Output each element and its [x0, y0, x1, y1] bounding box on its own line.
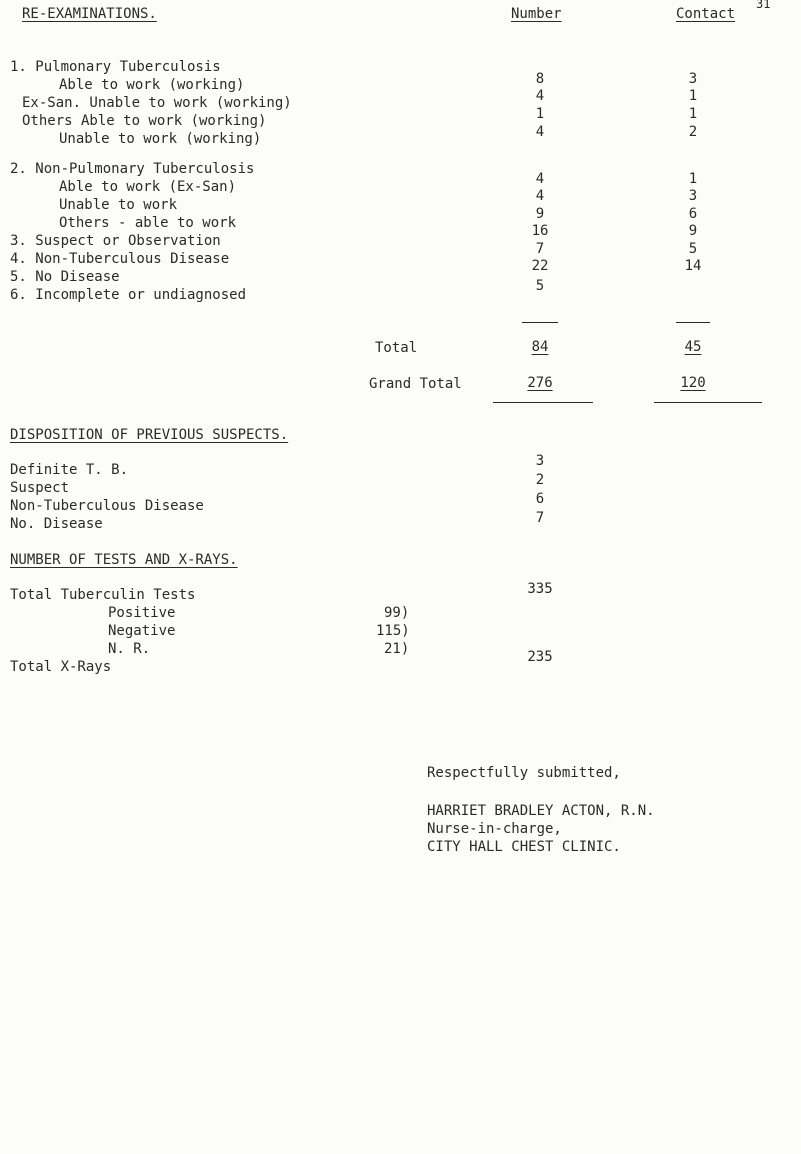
category-row-label: 3. Suspect or Observation [10, 233, 221, 249]
column-sum-rule [522, 322, 558, 323]
non-pulmonary-row-number: 4 [535, 171, 545, 187]
pulmonary-row-label: Able to work (working) [59, 77, 245, 93]
pulmonary-row-number: 4 [535, 88, 545, 104]
pulmonary-row-contact: 1 [688, 88, 698, 104]
section-title-reexaminations: RE-EXAMINATIONS. [22, 6, 157, 22]
pulmonary-row-number: 1 [535, 106, 545, 122]
disposition-row-label: No. Disease [10, 516, 103, 532]
category-row-label: 6. Incomplete or undiagnosed [10, 287, 247, 303]
category-row-label: 5. No Disease [10, 269, 120, 285]
grand-total-rule [654, 402, 762, 403]
category-row-number: 22 [531, 258, 549, 274]
non-pulmonary-row-label: Able to work (Ex-San) [59, 179, 237, 195]
category-row-number: 7 [535, 241, 545, 257]
non-pulmonary-row-contact: 3 [688, 188, 698, 204]
test-breakdown-value: 99) [384, 605, 410, 621]
disposition-row-value: 2 [535, 472, 545, 488]
test-breakdown-value: 115) [376, 623, 410, 639]
non-pulmonary-row-contact: 1 [688, 171, 698, 187]
category-row-contact: 14 [684, 258, 702, 274]
disposition-heading: DISPOSITION OF PREVIOUS SUSPECTS. [10, 427, 289, 443]
non-pulmonary-row-label: Unable to work [59, 197, 178, 213]
column-sum-rule [676, 322, 710, 323]
non-pulmonary-row-label: Others - able to work [59, 215, 237, 231]
disposition-row-value: 7 [535, 510, 545, 526]
total-contact: 45 [684, 339, 702, 355]
page-number: 31 [756, 0, 771, 11]
category-row-number: 5 [535, 278, 545, 294]
column-header-contact: Contact [676, 6, 736, 22]
test-breakdown-label: Positive [108, 605, 176, 621]
disposition-row-label: Suspect [10, 480, 70, 496]
test-breakdown-label: Negative [108, 623, 176, 639]
disposition-row-value: 3 [535, 453, 545, 469]
category-row-label: 4. Non-Tuberculous Disease [10, 251, 230, 267]
pulmonary-row-label: Unable to work (working) [59, 131, 262, 147]
signatory-name: HARRIET BRADLEY ACTON, R.N. [427, 803, 655, 819]
non-pulmonary-row-number: 9 [535, 206, 545, 222]
closing-line: Respectfully submitted, [427, 765, 621, 781]
column-header-number: Number [511, 6, 562, 22]
total-number: 84 [531, 339, 549, 355]
category-row-contact: 5 [688, 241, 698, 257]
total-xrays-value: 235 [527, 649, 553, 665]
disposition-row-label: Definite T. B. [10, 462, 129, 478]
non-pulmonary-row-contact: 6 [688, 206, 698, 222]
test-breakdown-value: 21) [384, 641, 410, 657]
pulmonary-heading: 1. Pulmonary Tuberculosis [10, 59, 221, 75]
pulmonary-row-label: Ex-San. Unable to work (working) [22, 95, 292, 111]
clinic-name: CITY HALL CHEST CLINIC. [427, 839, 621, 855]
total-tuberculin-label: Total Tuberculin Tests [10, 587, 196, 603]
non-pulmonary-heading: 2. Non-Pulmonary Tuberculosis [10, 161, 255, 177]
disposition-row-label: Non-Tuberculous Disease [10, 498, 204, 514]
pulmonary-row-contact: 2 [688, 124, 698, 140]
disposition-row-value: 6 [535, 491, 545, 507]
test-breakdown-label: N. R. [108, 641, 151, 657]
grand-total-number: 276 [527, 375, 553, 391]
category-row-number: 16 [531, 223, 549, 239]
total-tuberculin-value: 335 [527, 581, 553, 597]
pulmonary-row-label: Others Able to work (working) [22, 113, 267, 129]
total-label: Total [375, 340, 418, 356]
pulmonary-row-number: 8 [535, 71, 545, 87]
signatory-title: Nurse-in-charge, [427, 821, 562, 837]
grand-total-label: Grand Total [369, 376, 462, 392]
category-row-contact: 9 [688, 223, 698, 239]
pulmonary-row-contact: 3 [688, 71, 698, 87]
total-xrays-label: Total X-Rays [10, 659, 112, 675]
grand-total-rule [493, 402, 593, 403]
tests-heading: NUMBER OF TESTS AND X-RAYS. [10, 552, 238, 568]
pulmonary-row-number: 4 [535, 124, 545, 140]
grand-total-contact: 120 [680, 375, 706, 391]
non-pulmonary-row-number: 4 [535, 188, 545, 204]
pulmonary-row-contact: 1 [688, 106, 698, 122]
